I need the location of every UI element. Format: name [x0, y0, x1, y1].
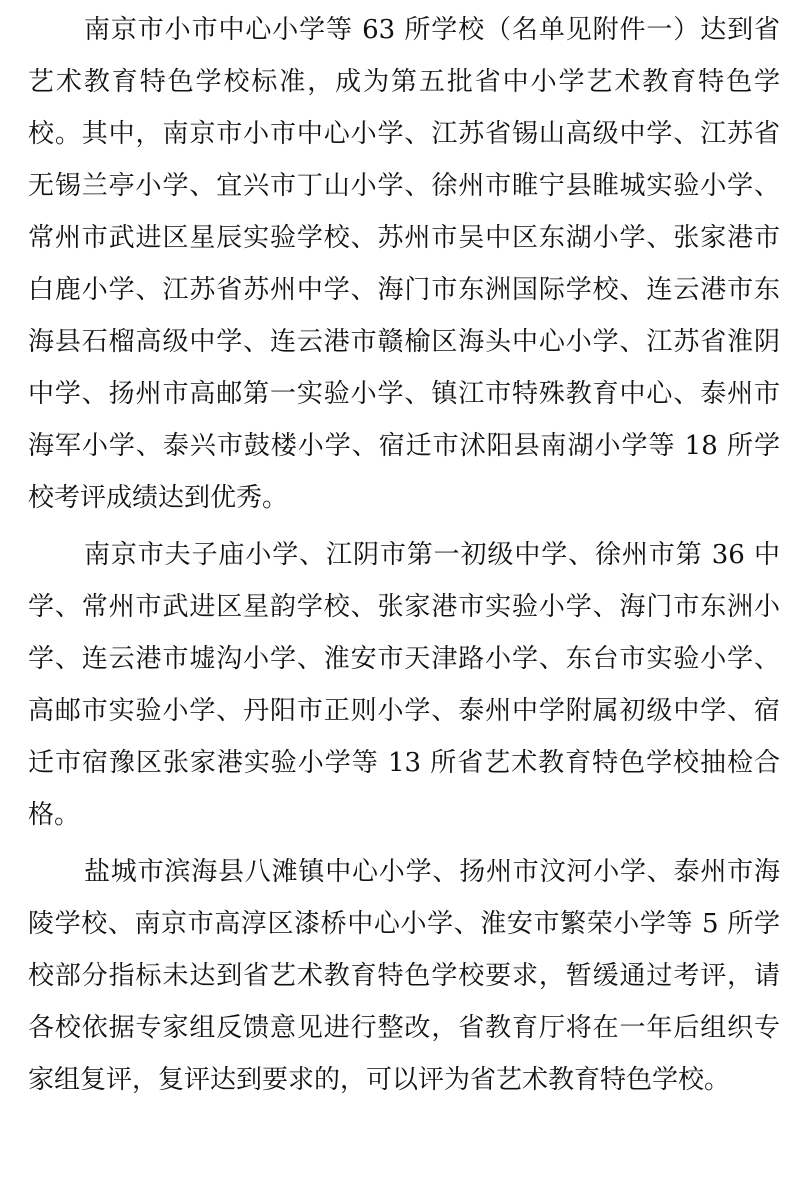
paragraph-1-line-5: 常州市武进区星辰实验学校、苏州市吴中区东湖小学、张家港市	[28, 223, 780, 253]
paragraph-2-line-1: 南京市夫子庙小学、江阴市第一初级中学、徐州市第 36 中	[84, 540, 780, 570]
paragraph-1-line-8: 中学、扬州市高邮第一实验小学、镇江市特殊教育中心、泰州市	[28, 379, 780, 409]
paragraph-3-line-3: 校部分指标未达到省艺术教育特色学校要求，暂缓通过考评，请	[28, 961, 780, 991]
paragraph-2-line-4: 高邮市实验小学、丹阳市正则小学、泰州中学附属初级中学、宿	[28, 696, 780, 726]
paragraph-3-line-5: 家组复评，复评达到要求的，可以评为省艺术教育特色学校。	[28, 1065, 731, 1095]
paragraph-2-line-3: 学、连云港市墟沟小学、淮安市天津路小学、东台市实验小学、	[28, 644, 780, 674]
paragraph-2-line-2: 学、常州市武进区星韵学校、张家港市实验小学、海门市东洲小	[28, 592, 780, 622]
paragraph-3-line-4: 各校依据专家组反馈意见进行整改，省教育厅将在一年后组织专	[28, 1013, 780, 1043]
paragraph-1-line-9: 海军小学、泰兴市鼓楼小学、宿迁市沭阳县南湖小学等 18 所学	[28, 431, 780, 461]
paragraph-1-line-1: 南京市小市中心小学等 63 所学校（名单见附件一）达到省	[84, 15, 780, 45]
paragraph-1-line-6: 白鹿小学、江苏省苏州中学、海门市东洲国际学校、连云港市东	[28, 275, 780, 305]
paragraph-3-line-1: 盐城市滨海县八滩镇中心小学、扬州市汶河小学、泰州市海	[84, 857, 780, 887]
paragraph-1-line-7: 海县石榴高级中学、连云港市赣榆区海头中心小学、江苏省淮阴	[28, 327, 780, 357]
paragraph-1-line-4: 无锡兰亭小学、宜兴市丁山小学、徐州市睢宁县睢城实验小学、	[28, 171, 780, 201]
paragraph-1-line-3: 校。其中，南京市小市中心小学、江苏省锡山高级中学、江苏省	[28, 119, 780, 149]
paragraph-3-line-2: 陵学校、南京市高淳区漆桥中心小学、淮安市繁荣小学等 5 所学	[28, 909, 780, 939]
paragraph-2-line-5: 迁市宿豫区张家港实验小学等 13 所省艺术教育特色学校抽检合	[28, 748, 780, 778]
paragraph-1-line-10: 校考评成绩达到优秀。	[28, 483, 289, 513]
paragraph-1-line-2: 艺术教育特色学校标准，成为第五批省中小学艺术教育特色学	[28, 67, 780, 97]
paragraph-2-line-6: 格。	[28, 800, 81, 830]
